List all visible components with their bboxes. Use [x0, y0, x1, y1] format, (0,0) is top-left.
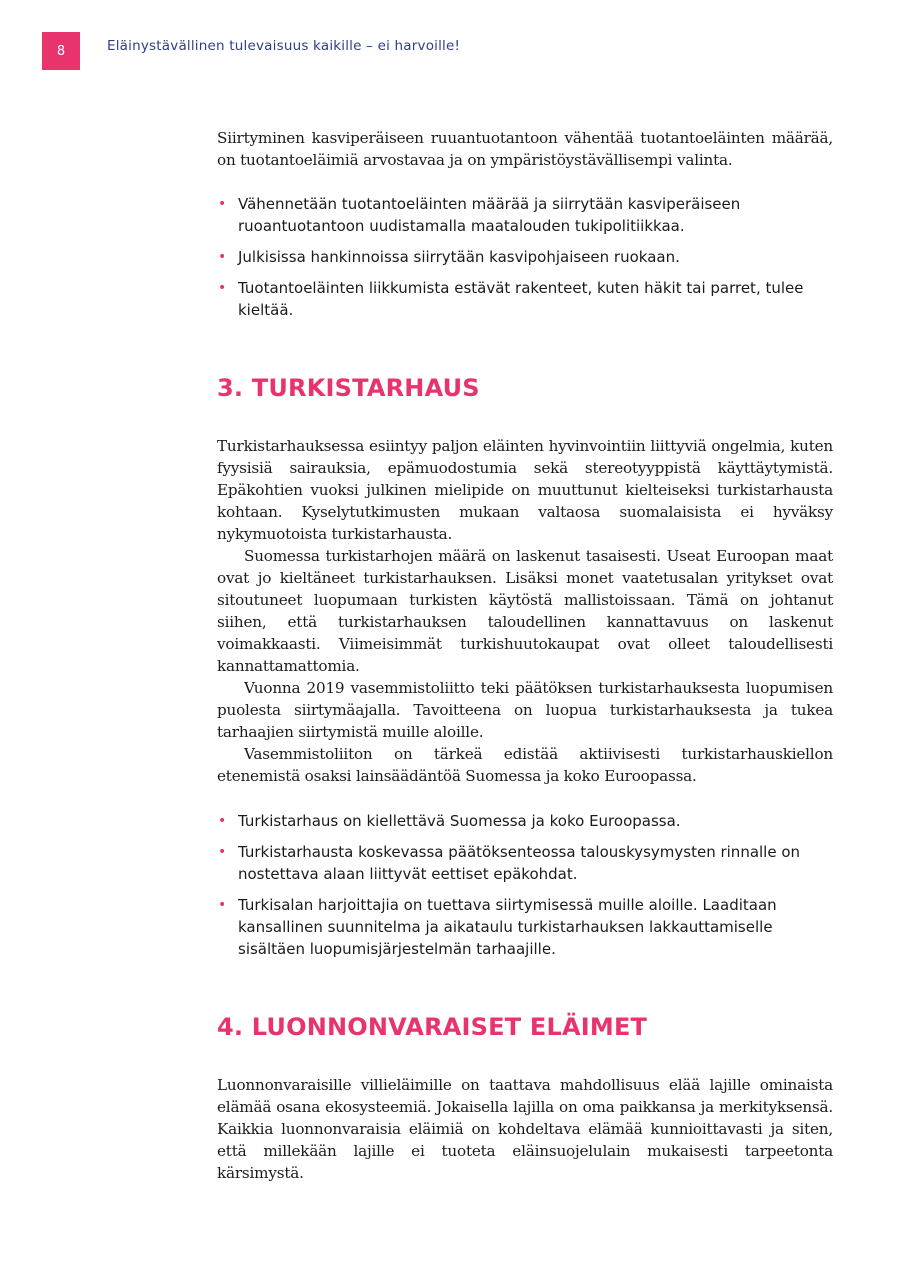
section-4-paragraph: Luonnonvaraisille villieläimille on taattava mahdollisuus elää lajille ominaista elämää osana ekosysteemiä. Jokaisella lajilla on oma paikkansa ja merkityksensä. Kaikkia luonnonvaraisia eläimiä on kohdeltava elämää kunnioittavasti ja siten, että millekään lajille ei tuoteta eläinsuojelulain mukaisesti tarpeetonta kärsimystä.	[217, 1076, 833, 1182]
section-3-paragraph-4: Vasemmistoliiton on tärkeä edistää aktiivisesti turkistarhauskiellon etenemistä osaksi lainsäädäntöä Suomessa ja koko Euroopassa.	[217, 745, 833, 785]
section-4-heading: 4. LUONNONVARAISET ELÄIMET	[217, 1013, 648, 1041]
bullet-list-2	[217, 810, 833, 969]
section-3-paragraph-2: Suomessa turkistarhojen määrä on laskenut tasaisesti. Useat Euroopan maat ovat jo kieltäneet turkistarhauksen. Lisäksi monet vaatetusalan yritykset ovat sitoutuneet luopumaan turkisten käytöstä mallistoissaan. Tämä on johtanut siihen, että turkistarhauksen taloudellinen kannattavuus on laskenut voimakkaasti. Viimeisimmät turkishuutokaupat ovat olleet taloudellisesti kannattamattomia.	[217, 547, 833, 675]
page-number-badge: 8	[42, 32, 80, 70]
section-3-paragraph-3: Vuonna 2019 vasemmistoliitto teki päätöksen turkistarhauksesta luopumisen puolesta siirtymäajalla. Tavoitteena on luopua turkistarhauksesta ja tukea tarhaajien siirtymistä muille aloille.	[217, 679, 833, 741]
list-item: • Tuotantoeläinten liikkumista estävät rakenteet, kuten häkit tai parret, tulee kieltää.	[218, 279, 804, 319]
bullet-list-1	[217, 193, 833, 330]
list-item: • Turkistarhausta koskevassa päätöksenteossa talouskysymysten rinnalle on nostettava alaan liittyvät eettiset epäkohdat.	[218, 843, 801, 883]
list-item: • Turkisalan harjoittajia on tuettava siirtymisessä muille aloille. Laaditaan kansallinen suunnitelma ja aikataulu turkistarhauksen lakkauttamiselle sisältäen luopumisjärjestelmän tarhaajille.	[218, 896, 777, 958]
section-3-heading: 3. TURKISTARHAUS	[217, 374, 480, 402]
bullet-dot-icon: •	[218, 280, 227, 296]
intro-paragraph: Siirtyminen kasviperäiseen ruuantuotantoon vähentää tuotantoeläinten määrää, on tuotantoeläimiä arvostavaa ja on ympäristöystävällisempi valinta.	[217, 129, 833, 169]
running-title: Eläinystävällinen tulevaisuus kaikille – ei harvoille!	[107, 38, 461, 54]
list-item: • Vähennetään tuotantoeläinten määrää ja siirrytään kasviperäiseen ruoantuotantoon uudistamalla maatalouden tukipolitiikkaa.	[218, 195, 741, 235]
bullet-dot-icon: •	[218, 196, 227, 212]
bullet-dot-icon: •	[218, 249, 227, 265]
bullet-dot-icon: •	[218, 813, 227, 829]
section-3-paragraph-1: Turkistarhauksessa esiintyy paljon eläinten hyvinvointiin liittyviä ongelmia, kuten fyysisiä sairauksia, epämuodostumia sekä stereotyyppistä käyttäytymistä. Epäkohtien vuoksi julkinen mielipide on muuttunut kielteiseksi turkistarhausta kohtaan. Kyselytutkimusten mukaan valtaosa suomalaisista ei hyväksy nykymuotoista turkistarhausta.	[217, 437, 833, 543]
bullet-dot-icon: •	[218, 897, 227, 913]
list-item: • Turkistarhaus on kiellettävä Suomessa ja koko Euroopassa.	[218, 812, 681, 830]
list-item: • Julkisissa hankinnoissa siirrytään kasvipohjaiseen ruokaan.	[218, 248, 680, 266]
bullet-dot-icon: •	[218, 844, 227, 860]
